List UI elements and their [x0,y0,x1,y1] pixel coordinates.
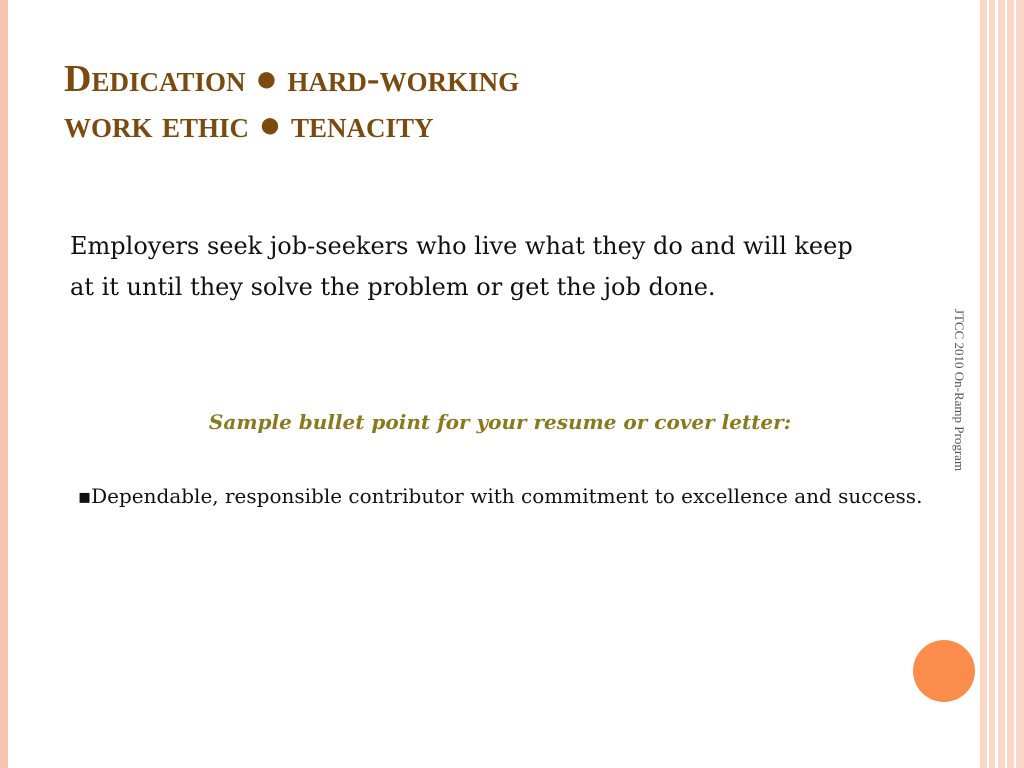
sample-bullet [70,480,930,513]
bullet-marker: ▪ [77,484,92,508]
bullet-text: Dependable, responsible contributor with commitment to excellence and success. [91,484,923,508]
slide-title-line-1: Dedication ● hard-working [64,58,520,100]
right-border-stripe [1014,0,1016,768]
right-border-stripe [987,0,989,768]
slide-title [64,56,864,148]
right-border-stripe [1005,0,1007,768]
right-border-stripe [995,0,998,768]
sample-label: Sample bullet point for your resume or cover letter: [208,410,792,434]
body-paragraph: Employers seek job-seekers who live what they do and will keep at it until they solve the problem or get the job done. [70,232,853,301]
left-border-decoration [0,0,8,768]
side-caption: JTCC 2010 On-Ramp Program [952,308,967,472]
slide-title-line-2: work ethic ● tenacity [64,104,434,146]
accent-circle [913,640,975,702]
